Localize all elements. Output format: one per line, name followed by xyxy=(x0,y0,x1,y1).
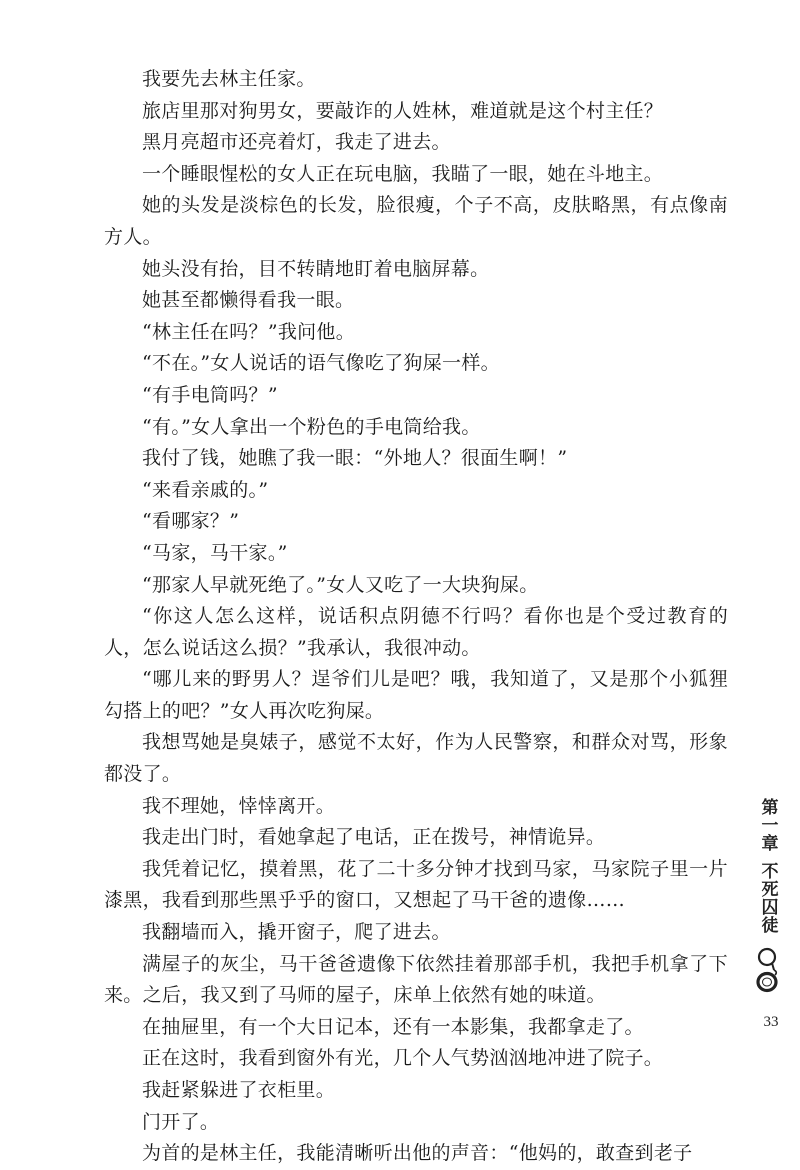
paragraph: 我走出门时，看她拿起了电话，正在拨号，神情诡异。 xyxy=(142,826,606,849)
paragraph: 我付了钱，她瞧了我一眼：“外地人？很面生啊！” xyxy=(142,447,568,470)
paragraph: “那家人早就死绝了。”女人又吃了一大块狗屎。 xyxy=(142,573,539,596)
paragraph: “林主任在吗？”我问他。 xyxy=(142,320,356,343)
paragraph: “看哪家？” xyxy=(142,510,240,533)
paragraph: 我赶紧躲进了衣柜里。 xyxy=(142,1079,336,1101)
paragraph: 门开了。 xyxy=(142,1110,220,1133)
paragraph: “不在。”女人说话的语气像吃了狗屎一样。 xyxy=(142,352,500,375)
paragraph: 一个睡眼惺松的女人正在玩电脑，我瞄了一眼，她在斗地主。 xyxy=(142,162,664,185)
paragraph: 她甚至都懒得看我一眼。 xyxy=(142,289,355,312)
paragraph: “有。”女人拿出一个粉色的手电筒给我。 xyxy=(142,415,481,438)
paragraph: 我翻墙而入，撬开窗子，爬了进去。 xyxy=(142,921,451,944)
paragraph: 黑月亮超市还亮着灯，我走了进去。 xyxy=(142,131,451,154)
paragraph: 我要先去林主任家。 xyxy=(142,68,316,90)
paragraph: 为首的是林主任，我能清晰听出他的声音：“他妈的，敢查到老子 xyxy=(142,1142,693,1165)
paragraph: 在抽屉里，有一个大日记本，还有一本影集，我都拿走了。 xyxy=(142,1015,644,1038)
paragraph: 满屋子的灰尘，马干爸爸遗像下依然挂着那部手机，我把手机拿了下来。之后，我又到了马师的屋子，床单上依然有她的味道。 xyxy=(104,952,728,1007)
paragraph: “来看亲戚的。” xyxy=(142,478,269,501)
body-text xyxy=(104,64,728,1170)
paragraph: 正在这时，我看到窗外有光，几个人气势汹汹地冲进了院子。 xyxy=(142,1047,664,1070)
paragraph: “你这人怎么这样，说话积点阴德不行吗？看你也是个受过教育的人，怎么说话这么损？”我承认，我很冲动。 xyxy=(104,605,728,659)
paragraph: 我想骂她是臭婊子，感觉不太好，作为人民警察，和群众对骂，形象都没了。 xyxy=(104,731,728,786)
paragraph: 旅店里那对狗男女，要敲诈的人姓林，难道就是这个村主任？ xyxy=(142,99,664,122)
paragraph: 她的头发是淡棕色的长发，脸很瘦，个子不高，皮肤略黑，有点像南方人。 xyxy=(104,194,728,248)
chapter-number: 第一章 xyxy=(757,798,778,852)
chapter-title: 不死囚徒 xyxy=(757,862,778,934)
handcuffs-icon xyxy=(755,946,781,994)
page-number: 33 xyxy=(763,1014,779,1030)
paragraph: 我凭着记忆，摸着黑，花了二十多分钟才找到马家，马家院子里一片漆黑，我看到那些黑乎乎的窗口，又想起了马干爸的遗像…… xyxy=(104,857,728,912)
paragraph: “有手电筒吗？” xyxy=(142,383,278,406)
paragraph: 她头没有抬，目不转睛地盯着电脑屏幕。 xyxy=(142,257,490,280)
paragraph: 我不理她，悻悻离开。 xyxy=(142,794,336,817)
paragraph: “哪儿来的野男人？逞爷们儿是吧？哦，我知道了，又是那个小狐狸勾搭上的吧？”女人再次吃狗屎。 xyxy=(104,668,728,722)
paragraph: “马家，马干家。” xyxy=(142,541,288,564)
chapter-sidebar xyxy=(755,798,781,994)
